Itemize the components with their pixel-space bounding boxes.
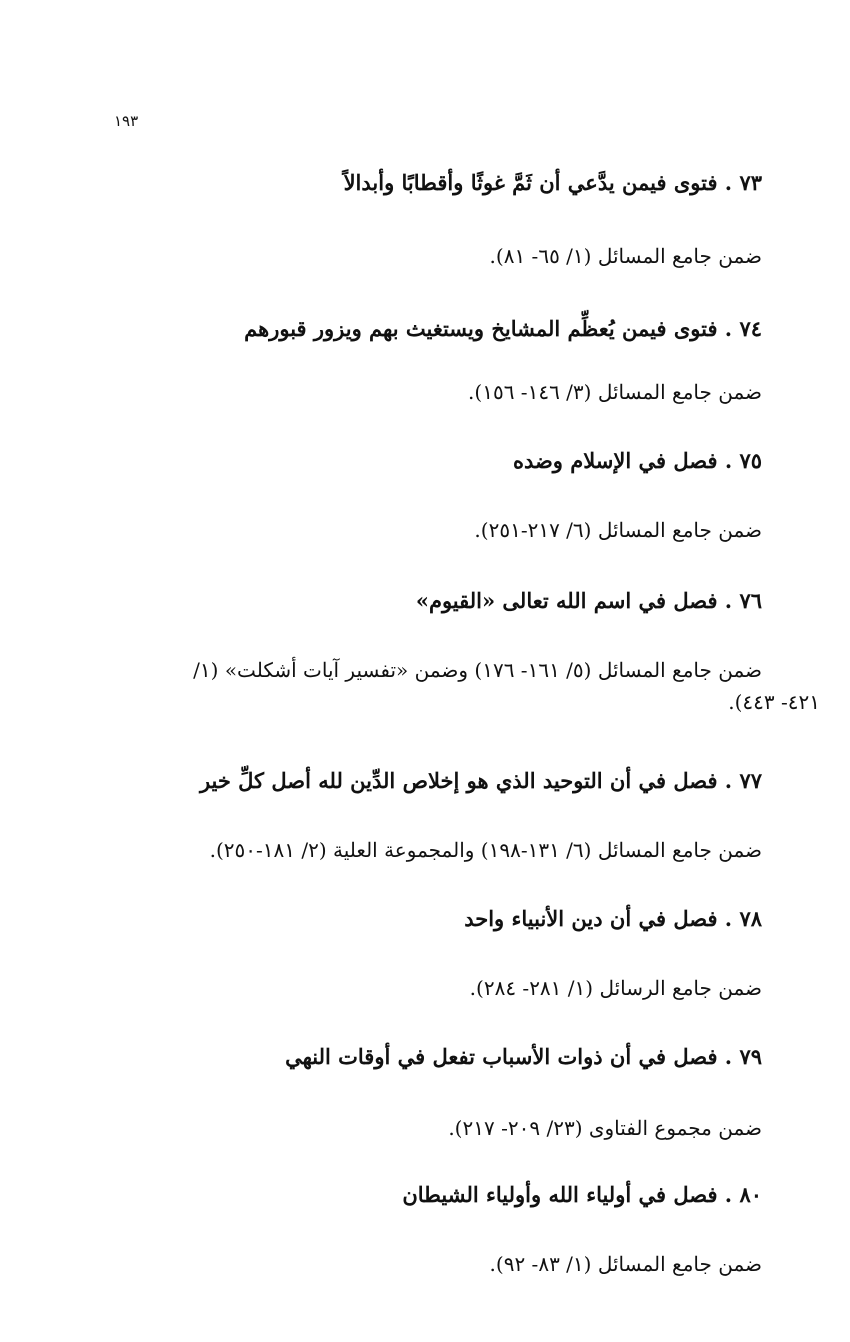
entry-76-source: [30, 654, 820, 718]
entry-76-title: ٧٦ . فصل في اسم الله تعالى «القيوم»: [415, 588, 762, 613]
entry-76-source-line2: ٤٢١- ٤٤٣).: [728, 690, 820, 714]
entry-80-source: ضمن جامع المسائل (١/ ٨٣- ٩٢).: [489, 1252, 762, 1276]
entry-79-source: ضمن مجموع الفتاوى (٢٣/ ٢٠٩- ٢١٧).: [448, 1116, 762, 1140]
page-number: ١٩٣: [114, 112, 139, 130]
entry-75-source: ضمن جامع المسائل (٦/ ٢١٧-٢٥١).: [474, 518, 762, 542]
entry-80-title: ٨٠ . فصل في أولياء الله وأولياء الشيطان: [402, 1182, 762, 1207]
entry-76-source-line1: ضمن جامع المسائل (٥/ ١٦١- ١٧٦) وضمن «تفسير آيات أشكلت» (١/: [193, 658, 762, 682]
entry-77-title: ٧٧ . فصل في أن التوحيد الذي هو إخلاص الدِّين لله أصل كلِّ خير: [199, 768, 762, 793]
entry-78-source: ضمن جامع الرسائل (١/ ٢٨١- ٢٨٤).: [469, 976, 762, 1000]
entry-73-title: ٧٣ . فتوى فيمن يدَّعي أن ثَمَّ غوثًا وأقطابًا وأبدالاً: [343, 170, 762, 195]
entry-79-title: ٧٩ . فصل في أن ذوات الأسباب تفعل في أوقات النهي: [285, 1044, 762, 1069]
entry-77-source: ضمن جامع المسائل (٦/ ١٣١-١٩٨) والمجموعة العلية (٢/ ١٨١-٢٥٠).: [209, 838, 762, 862]
entry-78-title: ٧٨ . فصل في أن دين الأنبياء واحد: [464, 906, 762, 931]
entry-74-source: ضمن جامع المسائل (٣/ ١٤٦- ١٥٦).: [468, 380, 762, 404]
entry-74-title: ٧٤ . فتوى فيمن يُعظِّم المشايخ ويستغيث بهم ويزور قبورهم: [244, 316, 762, 341]
entry-73-source: ضمن جامع المسائل (١/ ٦٥- ٨١).: [489, 244, 762, 268]
entry-75-title: ٧٥ . فصل في الإسلام وضده: [512, 448, 762, 473]
